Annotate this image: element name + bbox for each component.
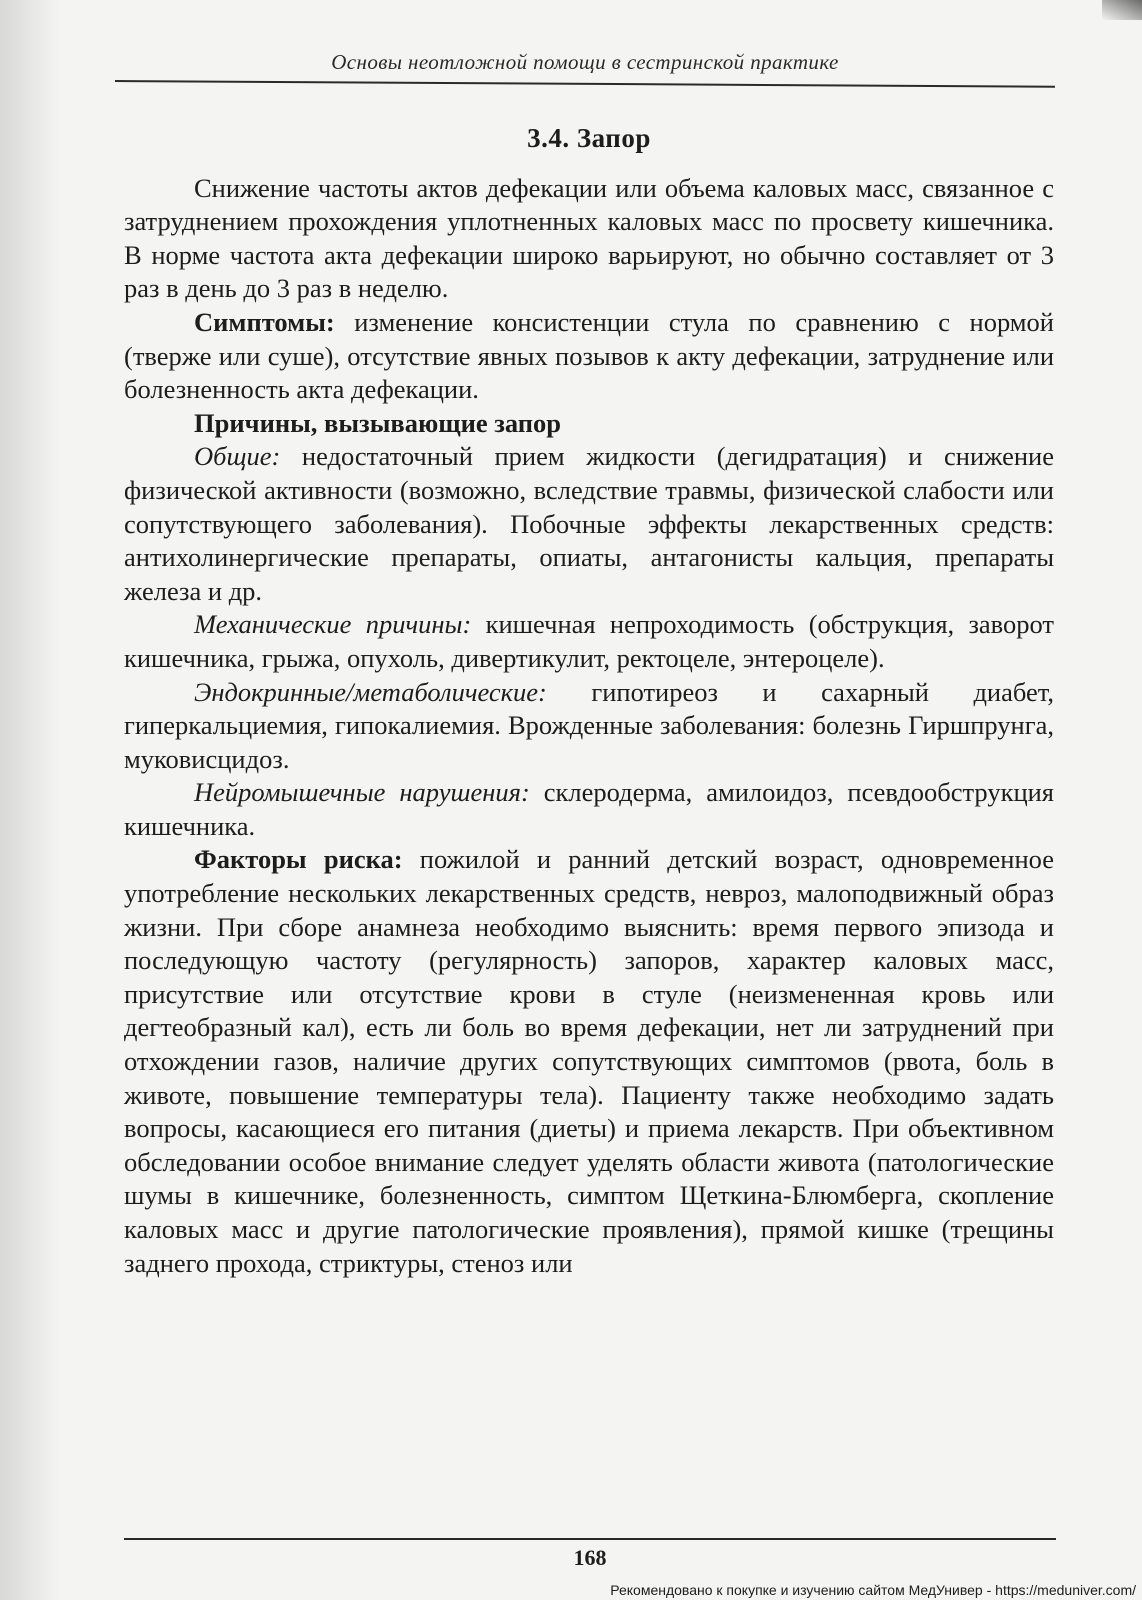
symptoms-label: Симптомы: xyxy=(194,306,335,337)
mechanical-text: кишечная непроходимость (обструкция, заворот кишечника, грыжа, опухоль, дивертикулит, ректоцеле, энтероцеле). xyxy=(124,609,1054,673)
mechanical-causes-paragraph xyxy=(124,608,1054,675)
neuromuscular-causes-paragraph xyxy=(124,776,1054,843)
endocrine-causes-paragraph xyxy=(124,676,1054,777)
general-label: Общие: xyxy=(194,441,281,472)
risk-text: пожилой и ранний детский возраст, одновременное употребление нескольких лекарственных средств, невроз, малоподвижный образ жизни. При сборе анамнеза необходимо выяснить: время первого эпизода и последующую частоту (регулярность) запоров, характер каловых масс, присутствие или отсутствие крови в стуле (неизмененная кровь или дегтеобразный кал), есть ли боль во время дефекации, нет ли затруднений при отхождении газов, наличие других сопутствующих симптомов (рвота, боль в животе, повышение температуры тела). Пациенту также необходимо задать вопросы, касающиеся его питания (диеты) и приема лекарств. При объективном обследовании особое внимание следует уделять области живота (патологические шумы в кишечнике, болезненность, симптом Щеткина-Блюмберга, скопление каловых масс и другие патологические проявления), прямой кишке (трещины заднего прохода, стриктуры, стеноз или xyxy=(124,844,1054,1278)
page-body xyxy=(124,122,1054,1280)
page-edge-shadow xyxy=(0,0,60,1600)
endocrine-label: Эндокринные/метаболические: xyxy=(194,676,547,707)
header-rule xyxy=(115,80,1055,88)
endocrine-text: гипотиреоз и сахарный диабет, гиперкальциемия, гипокалиемия. Врожденные заболевания: болезнь Гиршпрунга, муковисцидоз. xyxy=(124,676,1054,774)
risk-label: Факторы риска: xyxy=(194,844,403,875)
definition-paragraph xyxy=(124,172,1054,306)
footer-rule xyxy=(124,1538,1056,1540)
general-causes-paragraph xyxy=(124,440,1054,608)
section-title: 3.4. Запор xyxy=(527,123,651,153)
watermark-link[interactable]: Рекомендовано к покупке и изучению сайтом МедУнивер - https://meduniver.com/ xyxy=(610,1582,1136,1598)
causes-heading: Причины, вызывающие запор xyxy=(194,407,562,438)
symptoms-text: изменение консистенции стула по сравнению с нормой (тверже или суше), отсутствие явных позывов к акту дефекации, затруднение или болезненность акта дефекации. xyxy=(124,306,1054,405)
general-text: недостаточный прием жидкости (дегидратация) и снижение физической активности (возможно, вследствие травмы, физической слабости или сопутствующего заболевания). Побочные эффекты лекарственных средств: антихолинергические препараты, опиаты, антагонисты кальция, препараты железа и др. xyxy=(124,441,1054,606)
mechanical-label: Механические причины: xyxy=(194,609,472,640)
definition-text: Снижение частоты актов дефекации или объема каловых масс, связанное с затруднением прохождения уплотненных каловых масс по просвету кишечника. В норме частота акта дефекации широко варьируют, но обычно составляет от 3 раз в день до 3 раз в неделю. xyxy=(124,172,1054,304)
page-corner-shadow xyxy=(1102,0,1142,20)
running-header: Основы неотложной помощи в сестринской практике xyxy=(331,50,839,74)
symptoms-paragraph xyxy=(124,306,1054,407)
page-number: 168 xyxy=(573,1545,607,1570)
neuromuscular-label: Нейромышечные нарушения: xyxy=(194,777,530,808)
neuromuscular-text: склеродерма, амилоидоз, псевдообструкция кишечника. xyxy=(124,777,1054,841)
risk-factors-paragraph xyxy=(124,843,1054,1280)
